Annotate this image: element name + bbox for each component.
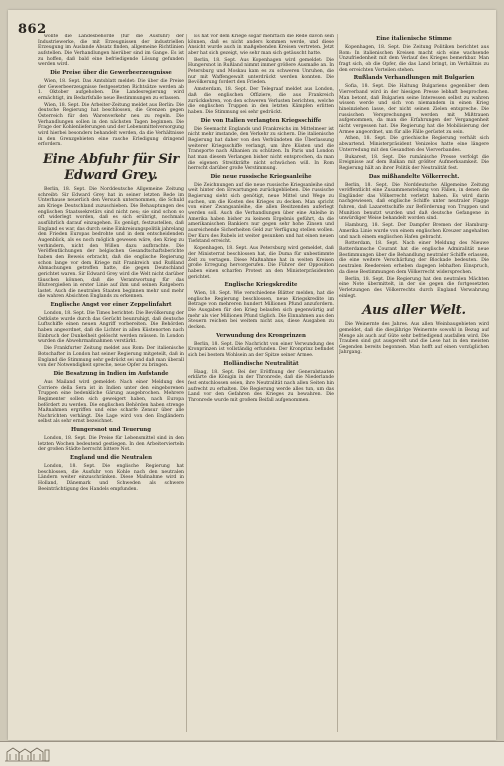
- section-heading: Das mißhandelte Völkerrecht.: [368, 173, 460, 180]
- article-paragraph: Die Weinernte des Jahres. Aus allen Weinbaugebieten wird gemeldet, daß die diesjährige Weinernte sowohl in Bezug auf Menge als auch auf Güte sehr befriedigend ausfallen wird. Die Trauben sind gut ausgereift und die Lese hat in den meisten Gegenden bereits begonnen. Man hofft auf einen vorzüglichen Jahrgang.: [339, 322, 489, 356]
- article-paragraph: London, 18. Sept. Die englische Regierung hat beschlossen, die Ausfuhr von Kohle nach den neutralen Ländern weiter einzuschränken. Diese Maßnahme wird in Holland, Dänemark und Schweden als schwere Beeinträchtigung des Handels empfunden.: [38, 464, 184, 492]
- section-heading: Die Preise über die Gewerbeerzeugnisse: [50, 69, 172, 76]
- scan-footer: [0, 742, 504, 766]
- article-paragraph: Kopenhagen, 18. Sept. Aus Petersburg wird gemeldet, daß der Ministerrat beschlossen hat, die Duma für unbestimmte Zeit zu vertagen. Diese Maßnahme hat in weiten Kreisen große Erregung hervorgerufen. Die Führer der Opposition haben einen scharfen Protest an den Ministerpräsidenten gerichtet.: [188, 246, 334, 280]
- article-paragraph: Rotterdam, 18. Sept. Nach einer Meldung des Nieuwe Rotterdamsche Courant hat die englische Admiralität neue Bestimmungen über die Behandlung neutraler Schiffe erlassen, die eine weitere Verschärfung der Blockade bedeuten. Die neutralen Reedereien erheben dagegen lebhaften Einspruch, da diese Bestimmungen dem Völkerrecht widersprechen.: [339, 241, 489, 275]
- article-paragraph: London, 18. Sept. Die Times berichtet: Die Bevölkerung der Ostküste wurde durch das Gerücht beunruhigt, daß deutsche Luftschiffe einen neuen Angriff vorbereiten. Die Behörden haben angeordnet, daß die Lichter in allen Küstenorten nach Einbruch der Dunkelheit gelöscht werden müssen. In London wurden die Abwehrmaßnahmen verstärkt.: [38, 311, 184, 345]
- article-paragraph: Wien, 18. Sept. Das Amtsblatt meldet: Die über die Preise der Gewerbeerzeugnisse festgesetzten Richtsätze werden ab 1. Oktober aufgehoben. Die Landesregierung wird ermächtigt, im Bedarfsfalle neue Bestimmungen zu erlassen.: [38, 78, 184, 101]
- article-headline: Eine Abfuhr für Sir Edward Grey.: [43, 152, 179, 183]
- page-number: 862: [18, 22, 47, 37]
- article-paragraph: Athen, 18. Sept. Die griechische Regierung verhält sich abwartend. Ministerpräsident Venizelos hatte eine längere Unterredung mit den Gesandten des Vierverbandes.: [339, 136, 489, 153]
- section-heading: Holländische Neutralität: [223, 360, 299, 367]
- section-heading: Rußlands Verhandlungen mit Bulgarien: [353, 75, 475, 82]
- article-paragraph: Es hat vor dem Kriege sogar mehrfach die Rede davon sein können, daß es nicht anders kommen werde, und diese Ansicht wurde auch in maßgebenden Kreisen vertreten. Jetzt aber hat sich gezeigt, wie sehr man sich getäuscht hatte.: [188, 34, 334, 56]
- article-paragraph: Die Zeichnungen auf die neue russische Kriegsanleihe sind weit hinter den Erwartungen zurückgeblieben. Die russische Regierung sieht sich genötigt, neue Mittel und Wege zu suchen, um die Kosten des Krieges zu decken. Man spricht von einer Zwangsanleihe, die allen Besitzenden auferlegt werden soll. Auch die Verhandlungen über eine Anleihe in Amerika haben bisher zu keinem Ergebnis geführt, da die amerikanischen Bankiers nur gegen sehr hohe Zinsen und ausreichende Sicherheiten Geld zur Verfügung stellen wollen. Der Kurs des Rubels ist weiter gesunken und hat einen neuen Tiefstand erreicht.: [188, 182, 334, 245]
- article-paragraph: wollte die Landesbehörde (für die Ausfuhr) der Industriewerke, die mit Erzeugnissen der industriellen Erzeugung im Auslande Absatz finden, allgemeine Richtlinien aufstellen. Die Verhandlungen hierüber sind im Gange. Es ist zu hoffen, daß bald eine befriedigende Lösung gefunden werden wird.: [38, 34, 184, 68]
- section-heading: Englische Angst vor einer Zeppelinfahrt: [50, 302, 172, 309]
- article-paragraph: Wien, 18. Sept. Wie verschiedene Blätter melden, hat die englische Regierung beschlossen, neue Kriegskredite im Betrage von mehreren hundert Millionen Pfund anzufordern. Die Ausgaben für den Krieg belaufen sich gegenwärtig auf mehr als vier Millionen Pfund täglich. Die Einnahmen aus den Steuern reichen bei weitem nicht aus, diese Ausgaben zu decken.: [188, 291, 334, 331]
- article-paragraph: London, 18. Sept. Die Preise für Lebensmittel sind in den letzten Wochen bedeutend gestiegen. In den Arbeitervierteln der großen Städte herrscht bittere Not.: [38, 436, 184, 453]
- library-building-logo-icon: [4, 744, 52, 764]
- section-heading: Hungersnot und Teuerung: [71, 427, 151, 434]
- section-heading: Die Besatzung in Indien im Aufstande: [53, 370, 169, 377]
- text-column-3: [339, 34, 489, 732]
- text-column-2: [188, 34, 334, 732]
- section-heading: England und die Neutralen: [69, 455, 152, 462]
- newspaper-page: [8, 10, 496, 740]
- article-paragraph: Bukarest, 18. Sept. Die rumänische Presse verfolgt die Ereignisse auf dem Balkan mit größter Aufmerksamkeit. Die Regierung hält an ihrer Politik der Neutralität fest.: [339, 154, 489, 171]
- article-paragraph: Die Seemacht Englands und Frankreichs im Mittelmeer ist nicht mehr imstande, den Verkehr zu sichern. Die italienische Regierung hat daher von den Verbündeten die Überlassung weiterer Kriegsschiffe verlangt, um ihre Küsten und die Transporte nach Albanien zu schützen. In Paris und London hat man diesem Verlangen bisher nicht entsprochen, da man die eigenen Streitkräfte nicht schwächen will. In Rom herrscht darüber große Verstimmung.: [188, 126, 334, 172]
- article-paragraph: Die Frankfurter Zeitung meldet aus Rom: Der italienische Botschafter in London hat seiner Regierung mitgeteilt, daß in England die Stimmung sehr gedrückt sei und daß man überall von der Notwendigkeit spreche, neue Opfer zu bringen.: [38, 346, 184, 369]
- column-divider: [337, 34, 338, 732]
- article-paragraph: Kopenhagen, 18. Sept. Die Zeitung Politiken berichtet aus Rom: In italienischen Kreisen macht sich eine wachsende Unzufriedenheit mit dem Verlauf des Krieges bemerkbar. Man fragt sich, ob die Opfer, die das Land bringt, im Verhältnis zu den erreichten Vorteilen stehen.: [339, 45, 489, 73]
- section-heading: Eine italienische Stimme: [376, 36, 452, 42]
- article-paragraph: Berlin, 18. Sept. Die Nachricht von einer Verwundung des Kronprinzen ist vollständig erfunden. Der Kronprinz befindet sich bei bestem Wohlsein an der Spitze seiner Armee.: [188, 341, 334, 359]
- text-column-1: [38, 34, 184, 732]
- article-paragraph: Aus Mailand wird gemeldet: Nach einer Meldung des Corriere della Sera ist in Indien unter den eingeborenen Truppen eine bedenkliche Gärung ausgebrochen. Mehrere Regimenter sollen sich geweigert haben, nach Europa befördert zu werden. Die englischen Behörden haben strenge Maßnahmen ergriffen und eine scharfe Zensur über alle Nachrichten verhängt. Die Lage wird von den Engländern selbst als sehr ernst bezeichnet.: [38, 379, 184, 425]
- section-heading: Verwundung des Kronprinzen: [216, 332, 306, 339]
- section-heading: Die neue russische Kriegsanleihe: [210, 173, 312, 180]
- article-paragraph: Wien, 18. Sept. Die Arbeiter-Zeitung meldet aus Berlin: Die deutsche Regierung hat beschlossen, die Grenzen gegen Österreich für den Warenverkehr neu zu regeln. Die Verhandlungen sollen in den nächsten Tagen beginnen. Die Frage der Kohlenlieferungen und der Lebensmittelversorgung wird hierbei besonders behandelt werden, da die Verhältnisse in den Grenzgebieten eine rasche Erledigung dringend erfordern.: [38, 102, 184, 148]
- article-paragraph: Berlin, 18. Sept. Aus Kopenhagen wird gemeldet: Die Hungersnot in Rußland nimmt immer größere Ausmaße an. In Petersburg und Moskau kam es zu schweren Unruhen, die nur mit Waffengewalt unterdrückt werden konnten. Die Bevölkerung fordert den Frieden.: [188, 57, 334, 86]
- article-paragraph: Amsterdam, 18. Sept. Der Telegraaf meldet aus London, daß die englischen Offiziere, die aus Frankreich zurückkehren, von den schweren Verlusten berichten, welche die englischen Truppen in den letzten Kämpfen erlitten haben. Die Stimmung sei sehr gedrückt.: [188, 87, 334, 115]
- article-paragraph: Hamburg, 18. Sept. Der Dampfer Bremen der Hamburg-Amerika Linie wurde von einem englischen Kreuzer angehalten und nach einem englischen Hafen gebracht.: [339, 223, 489, 240]
- column-divider: [186, 34, 187, 732]
- article-paragraph: Berlin, 18. Sept. Die Norddeutsche Allgemeine Zeitung schreibt: Sir Edward Grey hat in seiner letzten Rede im Unterhause neuerlich den Versuch unternommen, die Schuld am Kriege Deutschland zuzuschieben. Die Behauptungen des englischen Staatssekretärs sind nicht neu; sie sind schon so oft widerlegt worden, daß es sich erübrigt, nochmals ausführlich darauf einzugehen. Es genügt, festzustellen, daß England es war, das durch seine Einkreisungspolitik jahrelang den Frieden Europas bedrohte und in dem entscheidenden Augenblick, als es noch möglich gewesen wäre, den Krieg zu verhindern, nicht den Willen dazu aufbrachte. Die Veröffentlichungen der belgischen Gesandtschaftsberichte haben den Beweis erbracht, daß die englische Regierung schon lange vor dem Kriege mit Frankreich und Rußland Abmachungen getroffen hatte, die gegen Deutschland gerichtet waren. Sir Edward Grey wird die Welt nicht darüber täuschen können, daß die Verantwortung für das Blutvergießen in erster Linie auf ihm und seinen Ratgebern lastet. Auch die neutralen Staaten beginnen mehr und mehr die wahren Absichten Englands zu erkennen.: [38, 187, 184, 300]
- article-paragraph: Sofia, 18. Sept. Die Haltung Bulgariens gegenüber dem Vierverband wird in der hiesigen Presse lebhaft besprochen. Man betont, daß Bulgarien seine Interessen selbst zu wahren wissen werde und sich von niemandem in einen Krieg hineinziehen lasse, der nicht seinen Zielen entspreche. Die russischen Versprechungen werden mit Mißtrauen aufgenommen, da man die Erfahrungen der Vergangenheit nicht vergessen hat. Die Regierung hat die Mobilisierung der Armee angeordnet, um für alle Fälle gerüstet zu sein.: [339, 84, 489, 135]
- article-paragraph: Berlin, 18. Sept. Die Regierung hat den neutralen Mächten eine Note übermittelt, in der sie gegen die fortgesetzten Verletzungen des Völkerrechts durch England Verwahrung einlegt.: [339, 276, 489, 299]
- article-paragraph: Berlin, 18. Sept. Die Norddeutsche Allgemeine Zeitung veröffentlicht eine Zusammenstellung von Fällen, in denen die Engländer das Völkerrecht verletzt haben. Es wird darin nachgewiesen, daß englische Schiffe unter neutraler Flagge fuhren, daß Lazarettschiffe zur Beförderung von Truppen und Munition benutzt wurden und daß deutsche Gefangene in unwürdiger Weise behandelt worden sind.: [339, 182, 489, 222]
- article-paragraph: Haag, 18. Sept. Bei der Eröffnung der Generalstaaten erklärte die Königin in der Thronrede, daß die Niederlande fest entschlossen seien, ihre Neutralität nach allen Seiten hin aufrecht zu erhalten. Die Regierung werde alles tun, um das Land vor den Gefahren des Krieges zu bewahren. Die Thronrede wurde mit großem Beifall aufgenommen.: [188, 369, 334, 403]
- section-heading: Englische Kriegskredite: [224, 282, 298, 289]
- article-headline: Aus aller Welt.: [362, 303, 466, 319]
- section-heading: Die von Italien verlangten Kriegsschiffe: [200, 117, 322, 124]
